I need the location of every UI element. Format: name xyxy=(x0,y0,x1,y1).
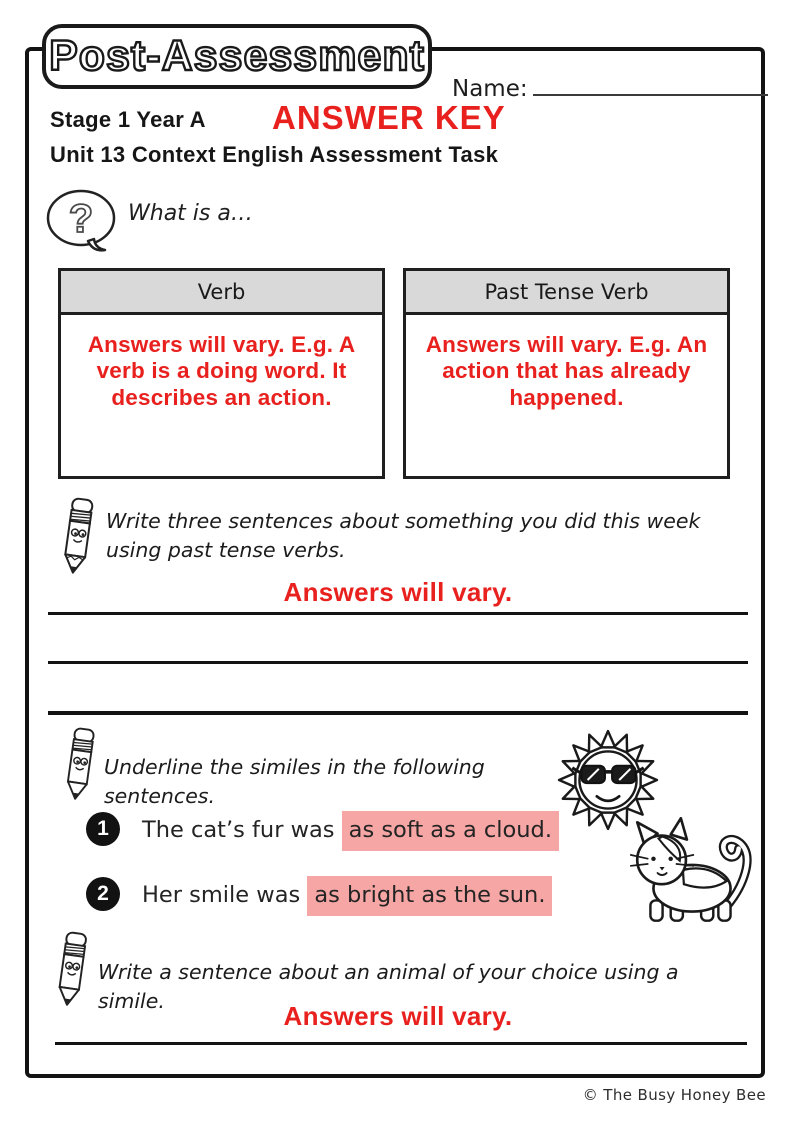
definition-box-answer: Answers will vary. E.g. An action that has already happened. xyxy=(425,332,708,410)
question-bubble-icon xyxy=(44,188,122,256)
writing-line xyxy=(48,711,748,715)
highlighted-simile: as bright as the sun. xyxy=(307,876,552,916)
definition-box-header: Verb xyxy=(61,271,382,315)
stage-label: Stage 1 Year A xyxy=(50,107,206,132)
simile-sentence-2 xyxy=(142,882,552,908)
name-label: Name: xyxy=(452,76,528,102)
pencil-icon xyxy=(56,726,104,802)
definition-box-header: Past Tense Verb xyxy=(406,271,727,315)
pencil-icon xyxy=(47,930,97,1008)
page-title: Post-Assessment xyxy=(49,32,425,80)
name-blank-line xyxy=(533,74,768,96)
sentence-number: 2 xyxy=(97,882,109,905)
pencil-icon xyxy=(52,496,104,576)
simile-sentence-1 xyxy=(142,817,559,843)
footer-credit: © The Busy Honey Bee xyxy=(582,1086,766,1104)
writing-line xyxy=(48,661,748,664)
numbered-badge xyxy=(86,812,120,846)
sentence-prefix: Her smile was xyxy=(142,882,308,908)
task1-prompt: Write three sentences about something you did this week using past tense verbs. xyxy=(106,509,701,562)
svg-text:?: ? xyxy=(68,197,94,241)
title-banner xyxy=(42,24,432,89)
definition-box-answer: Answers will vary. E.g. A verb is a doing word. It describes an action. xyxy=(87,332,356,410)
task1-answer: Answers will vary. xyxy=(283,577,513,607)
task3-answer: Answers will vary. xyxy=(283,1001,513,1031)
answer-key-label: ANSWER KEY xyxy=(272,99,506,136)
definition-box-verb xyxy=(58,268,385,479)
task3-prompt: Write a sentence about an animal of your choice using a simile. xyxy=(98,960,679,1013)
unit-title: Unit 13 Context English Assessment Task xyxy=(50,142,499,167)
definition-box-past-tense-verb xyxy=(403,268,730,479)
sentence-number: 1 xyxy=(97,817,109,840)
sentence-prefix: The cat’s fur was xyxy=(142,817,342,843)
writing-line xyxy=(55,1042,747,1045)
name-row xyxy=(452,74,768,102)
numbered-badge xyxy=(86,877,120,911)
cat-icon xyxy=(620,817,764,925)
task2-prompt: Underline the similes in the following sentences. xyxy=(104,755,485,808)
highlighted-simile: as soft as a cloud. xyxy=(342,811,559,851)
writing-line xyxy=(48,612,748,615)
intro-prompt: What is a… xyxy=(128,201,253,226)
